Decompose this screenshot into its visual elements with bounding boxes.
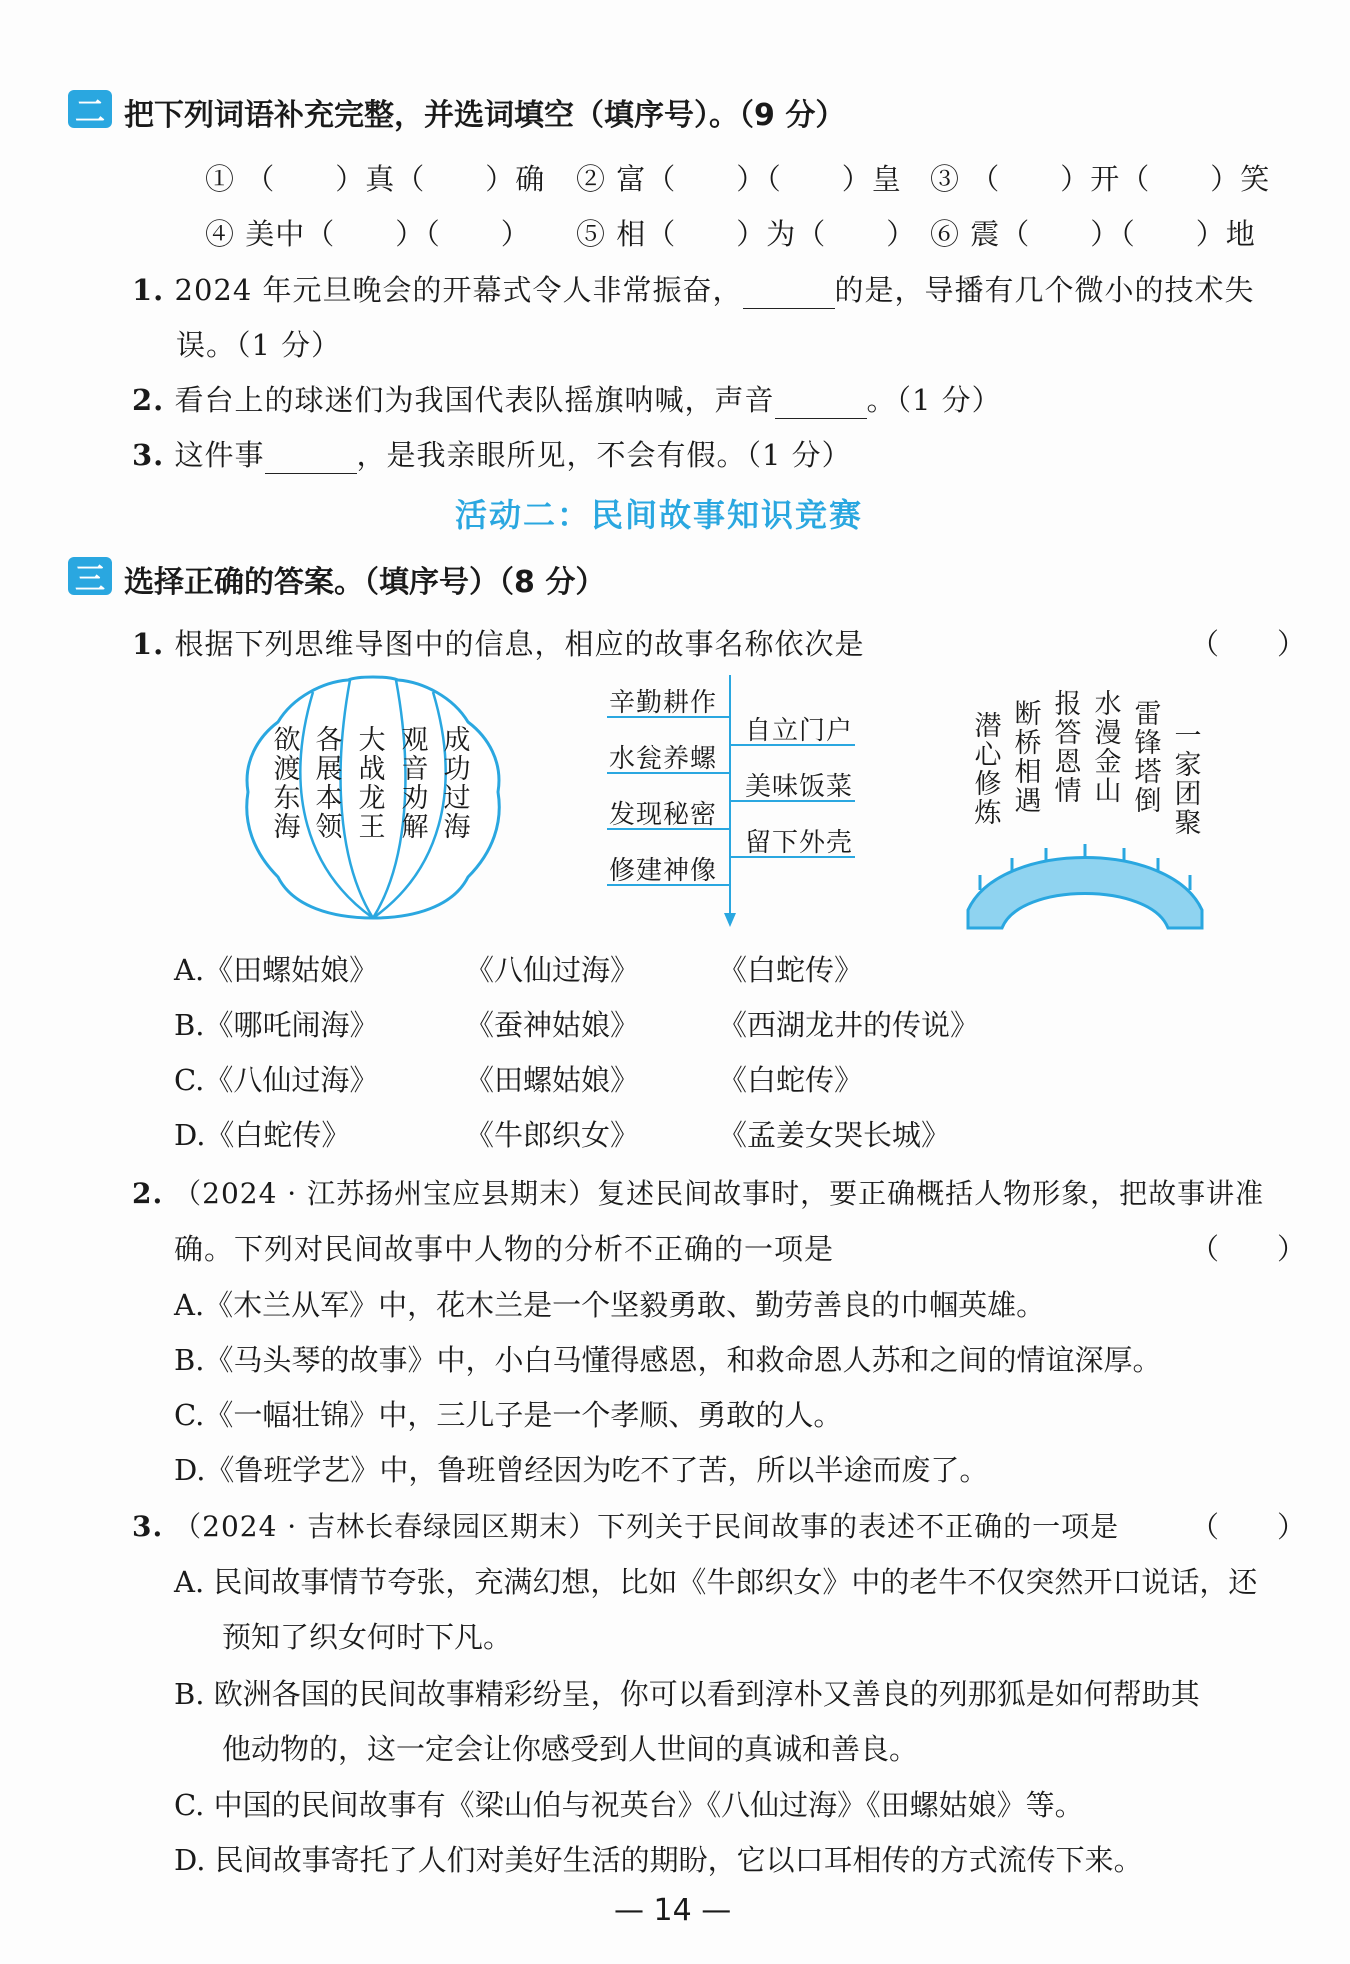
word-item-4: ④ 美中（ ）（ ） [205, 217, 531, 251]
section-title-3: 选择正确的答案。（填序号）（8 分） [124, 565, 606, 600]
bridge-word: 断桥相遇 [1014, 699, 1042, 817]
answer-paren[interactable]: （ ） [1190, 627, 1307, 661]
page-number: — 14 — [614, 1893, 732, 1928]
option-a-col1[interactable]: A.《田螺姑娘》 [174, 953, 379, 987]
answer-paren[interactable]: （ ） [1190, 1510, 1307, 1544]
question-2-2 [132, 378, 1002, 419]
arrow-left-label: 发现秘密 [609, 800, 718, 830]
option-a-cont: 预知了织女何时下凡。 [222, 1620, 513, 1654]
option-c[interactable]: C. 中国的民间故事有《梁山伯与祝英台》《八仙过海》《田螺姑娘》等。 [174, 1788, 1084, 1822]
question-text: ，是我亲眼所见，不会有假。（1 分） [356, 438, 852, 472]
section-title-2: 把下列词语补充完整，并选词填空（填序号）。（9 分） [124, 98, 846, 133]
shell-word: 观音劝解 [401, 725, 429, 843]
option-a-col3: 《白蛇传》 [718, 953, 864, 987]
question-text: （2024 · 江苏扬州宝应县期末）复述民间故事时，要正确概括人物形象，把故事讲准 [173, 1177, 1265, 1210]
shell-word: 各展本领 [315, 725, 343, 843]
question-number: 2. [132, 1177, 164, 1210]
word-item-5: ⑤ 相（ ）为（ ） [576, 217, 917, 251]
question-2-1-cont: 误。（1 分） [176, 328, 342, 362]
question-number: 2. [132, 383, 165, 417]
question-number: 3. [132, 438, 165, 472]
section-badge-3: 三 [68, 557, 112, 595]
option-c-col2: 《田螺姑娘》 [465, 1063, 640, 1097]
activity-title: 活动二：民间故事知识竞赛 [455, 496, 864, 534]
option-b-col3: 《西湖龙井的传说》 [718, 1008, 980, 1042]
question-3-1 [132, 622, 865, 663]
word-item-3: ③ （ ）开（ ）笑 [930, 162, 1271, 196]
answer-blank[interactable] [265, 445, 357, 474]
question-3-3 [132, 1505, 1119, 1545]
word-item-6: ⑥ 震（ ）（ ）地 [930, 217, 1256, 251]
question-2-1 [132, 268, 1255, 309]
option-d-col2: 《牛郎织女》 [465, 1118, 640, 1152]
arrow-right-label: 留下外壳 [745, 828, 854, 858]
word-item-1: ① （ ）真（ ）确 [205, 162, 546, 196]
option-b-col2: 《蚕神姑娘》 [465, 1008, 640, 1042]
arrow-left-label: 辛勤耕作 [609, 688, 718, 718]
question-3-2 [132, 1172, 1264, 1212]
question-3-2-cont: 确。下列对民间故事中人物的分析不正确的一项是 [174, 1232, 835, 1266]
section-badge-2: 二 [68, 90, 112, 128]
option-c[interactable]: C.《一幅壮锦》中，三儿子是一个孝顺、勇敢的人。 [174, 1398, 843, 1432]
option-b-cont: 他动物的，这一定会让你感受到人世间的真诚和善良。 [222, 1732, 919, 1766]
question-text: 的是，导播有几个微小的技术失 [834, 273, 1255, 307]
question-2-3 [132, 433, 852, 474]
answer-blank[interactable] [775, 390, 867, 419]
word-item-2: ② 富（ ）（ ）皇 [576, 162, 902, 196]
option-a[interactable]: A. 民间故事情节夸张，充满幻想，比如《牛郎织女》中的老牛不仅突然开口说话，还 [174, 1565, 1258, 1599]
question-text: 2024 年元旦晚会的开幕式令人非常振奋， [174, 273, 743, 307]
option-b[interactable]: B. 欧洲各国的民间故事精彩纷呈，你可以看到淳朴又善良的列那狐是如何帮助其 [174, 1677, 1200, 1711]
arrow-left-label: 修建神像 [609, 856, 718, 886]
option-d-col3: 《孟姜女哭长城》 [718, 1118, 951, 1152]
bridge-word: 报答恩情 [1054, 689, 1082, 807]
question-text: 根据下列思维导图中的信息，相应的故事名称依次是 [174, 627, 865, 661]
bridge-word: 潜心修炼 [974, 711, 1002, 829]
option-d[interactable]: D.《鲁班学艺》中，鲁班曾经因为吃不了苦，所以半途而废了。 [174, 1453, 989, 1487]
answer-blank[interactable] [743, 280, 835, 309]
option-c-col3: 《白蛇传》 [718, 1063, 864, 1097]
answer-paren[interactable]: （ ） [1190, 1232, 1307, 1266]
shell-word: 大战龙王 [358, 725, 386, 843]
arrow-right-label: 自立门户 [745, 716, 854, 746]
question-text: 。（1 分） [866, 383, 1002, 417]
bridge-word: 一家团聚 [1174, 721, 1202, 839]
question-number: 1. [132, 273, 165, 307]
shell-word: 欲渡东海 [273, 725, 301, 843]
option-d-col1[interactable]: D.《白蛇传》 [174, 1118, 351, 1152]
shell-word: 成功过海 [443, 725, 471, 843]
option-a-col2: 《八仙过海》 [465, 953, 640, 987]
option-d[interactable]: D. 民间故事寄托了人们对美好生活的期盼，它以口耳相传的方式流传下来。 [174, 1843, 1143, 1877]
question-text: （2024 · 吉林长春绿园区期末）下列关于民间故事的表述不正确的一项是 [173, 1510, 1120, 1543]
bridge-word: 水漫金山 [1094, 689, 1122, 807]
bridge-diagram [960, 830, 1210, 930]
option-b-col1[interactable]: B.《哪吒闹海》 [174, 1008, 379, 1042]
option-a[interactable]: A.《木兰从军》中，花木兰是一个坚毅勇敢、勤劳善良的巾帼英雄。 [174, 1288, 1046, 1322]
option-b[interactable]: B.《马头琴的故事》中，小白马懂得感恩，和救命恩人苏和之间的情谊深厚。 [174, 1343, 1162, 1377]
question-text: 看台上的球迷们为我国代表队摇旗呐喊，声音 [174, 383, 775, 417]
arrow-left-label: 水瓮养螺 [609, 744, 718, 774]
arrow-right-label: 美味饭菜 [745, 772, 854, 802]
question-text: 这件事 [174, 438, 265, 472]
option-c-col1[interactable]: C.《八仙过海》 [174, 1063, 379, 1097]
bridge-word: 雷锋塔倒 [1134, 699, 1162, 817]
question-number: 1. [132, 627, 165, 661]
question-number: 3. [132, 1510, 164, 1543]
